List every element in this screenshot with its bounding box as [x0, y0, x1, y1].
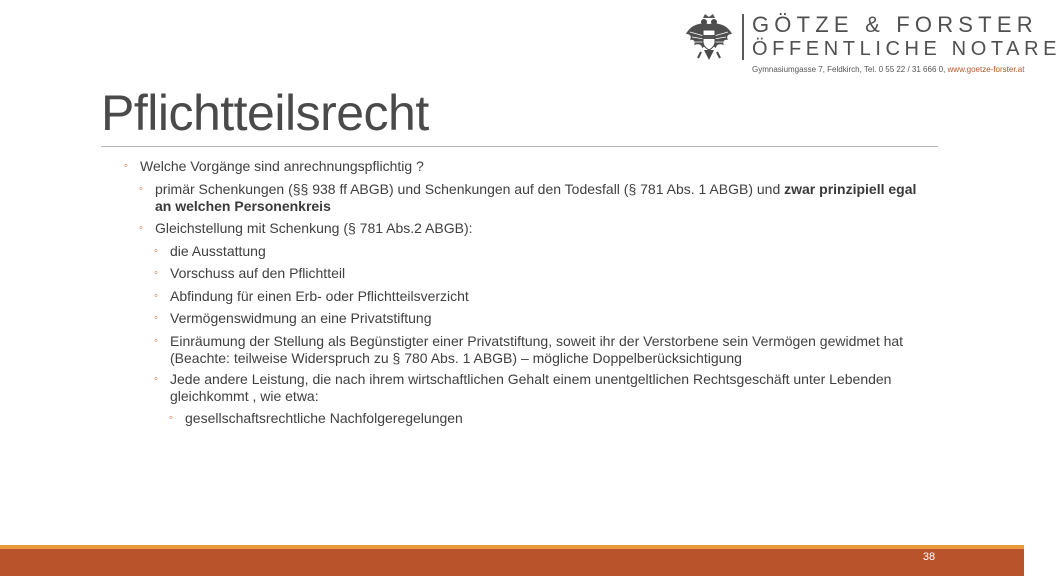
eagle-crest-icon [684, 12, 734, 64]
list-item [139, 181, 925, 214]
list-item-text: Vermögenswidmung an eine Privatstiftung [170, 310, 432, 326]
notary-logo [682, 8, 1061, 78]
page-number: 38 [922, 551, 936, 563]
bullet-icon: ◦ [154, 290, 158, 302]
footer-bar [0, 549, 1024, 576]
slide-title: Pflichtteilsrecht [101, 85, 429, 141]
list-item [154, 371, 905, 404]
list-item-text: Jede andere Leistung, die nach ihrem wirtschaftlichen Gehalt einem unentgeltlichen Rechtsgeschäft unter Lebenden gleichkommt , wie etwa: [170, 371, 892, 404]
bullet-icon: ◦ [154, 335, 158, 347]
bullet-icon: ◦ [124, 160, 128, 172]
firm-address: Gymnasiumgasse 7, Feldkirch, Tel. 0 55 22 / 31 666 0, [752, 65, 946, 74]
list-item-text: Abfindung für einen Erb- oder Pflichtteilsverzicht [170, 288, 469, 304]
bullet-icon: ◦ [154, 267, 158, 279]
list-item-text: primär Schenkungen (§§ 938 ff ABGB) und Schenkungen auf den Todesfall (§ 781 Abs. 1 ABGB) und [155, 181, 785, 197]
list-item [154, 288, 910, 305]
list-item-text: Einräumung der Stellung als Begünstigter einer Privatstiftung, soweit ihr der Verstorbene sein Vermögen gewidmet hat (Beachte: teilweise Widerspruch zu § 780 Abs. 1 ABGB) – mögliche Doppelberücksichtigung [170, 333, 904, 366]
firm-name: GÖTZE & FORSTER [752, 12, 1038, 37]
list-item [139, 220, 925, 237]
bullet-icon: ◦ [139, 222, 143, 234]
list-item-text: gesellschaftsrechtliche Nachfolgeregelungen [185, 410, 463, 426]
logo-divider [742, 14, 744, 60]
bullet-icon: ◦ [154, 245, 158, 257]
list-item [169, 410, 905, 427]
firm-website-link[interactable]: www.goetze-forster.at [947, 65, 1025, 74]
list-item-text: Vorschuss auf den Pflichtteil [170, 265, 346, 281]
list-item [124, 158, 930, 175]
list-item [154, 265, 910, 282]
list-item [154, 333, 905, 366]
list-item-emphasis: zwar prinzipiell egal an welchen Personenkreis [155, 181, 917, 214]
bullet-icon: ◦ [154, 373, 158, 385]
list-item [154, 310, 910, 327]
bullet-icon: ◦ [154, 312, 158, 324]
bullet-icon: ◦ [139, 183, 143, 195]
list-item-text: Welche Vorgänge sind anrechnungspflichtig ? [140, 158, 424, 174]
list-item-text: Gleichstellung mit Schenkung (§ 781 Abs.2 ABGB): [155, 220, 473, 236]
firm-contact [752, 65, 1024, 74]
bullet-icon: ◦ [169, 412, 173, 424]
list-item [154, 243, 910, 260]
title-divider [101, 146, 938, 147]
firm-subtitle: ÖFFENTLICHE NOTARE [752, 38, 1061, 60]
list-item-text: die Ausstattung [170, 243, 266, 259]
